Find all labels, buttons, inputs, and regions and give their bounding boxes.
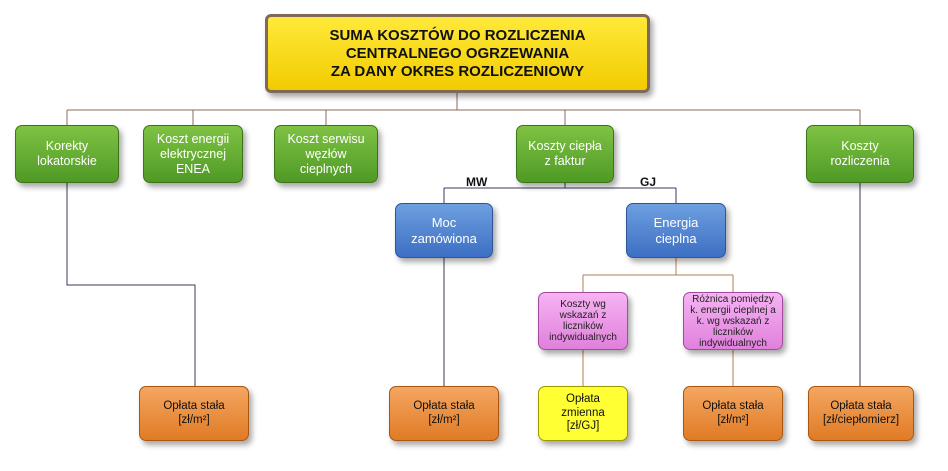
node-koszty-ciepla-z-faktur: Koszty ciepła z faktur	[516, 125, 614, 183]
fee-oplata-stala-moc: Opłata stała [zł/m²]	[389, 386, 499, 441]
fee-oplata-stala-korekty: Opłata stała [zł/m²]	[139, 386, 249, 441]
fee-oplata-stala-cieplomierz: Opłata stała [zł/ciepłomierz]	[808, 386, 914, 441]
node-koszty-wg-wskazan: Koszty wg wskazań z liczników indywidualnych	[538, 292, 628, 350]
node-roznica-kosztow: Różnica pomiędzy k. energii cieplnej a k. wg wskazań z liczników indywidualnych	[683, 292, 783, 350]
edge-label-mw: MW	[466, 175, 488, 189]
node-moc-zamowiona: Moc zamówiona	[395, 203, 493, 258]
node-koszt-serwisu-wezlow: Koszt serwisu węzłów cieplnych	[274, 125, 378, 183]
root-total-cost-node: SUMA KOSZTÓW DO ROZLICZENIA CENTRALNEGO OGRZEWANIA ZA DANY OKRES ROZLICZENIOWY	[265, 14, 650, 93]
node-energia-cieplna: Energia cieplna	[626, 203, 726, 258]
node-koszty-rozliczenia: Koszty rozliczenia	[806, 125, 914, 183]
fee-oplata-zmienna: Opłata zmienna [zł/GJ]	[538, 386, 628, 441]
fee-oplata-stala-roznica: Opłata stała [zł/m²]	[683, 386, 783, 441]
edge-label-gj: GJ	[640, 175, 657, 189]
node-koszt-energii-elektrycznej: Koszt energii elektrycznej ENEA	[143, 125, 243, 183]
node-korekty-lokatorskie: Korekty lokatorskie	[15, 125, 119, 183]
